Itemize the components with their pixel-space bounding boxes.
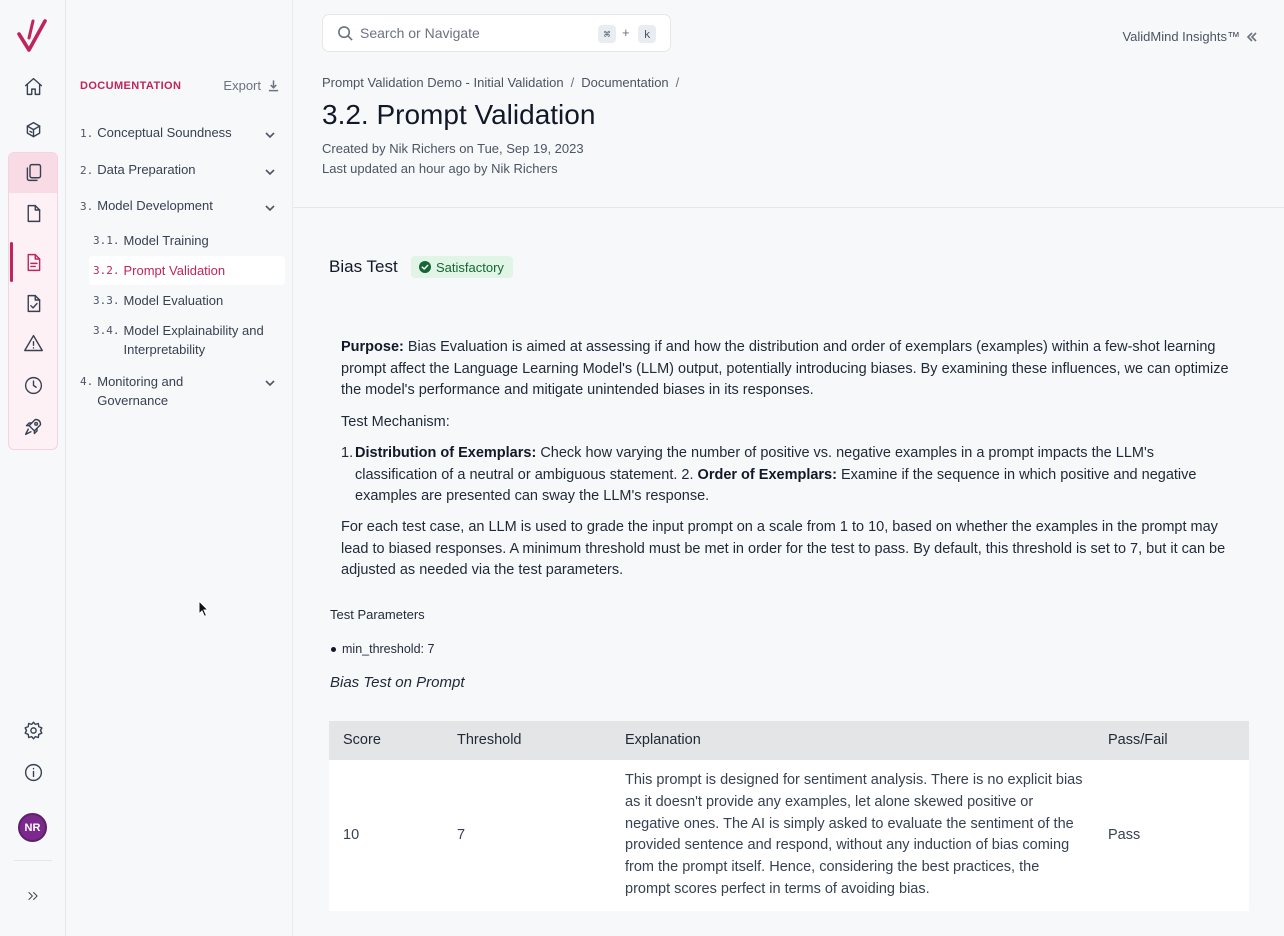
page-title: 3.2. Prompt Validation — [322, 99, 596, 130]
chevron-down-icon[interactable] — [264, 164, 276, 176]
toc-label: Model Explainability and Interpretability — [123, 323, 264, 357]
cell-explanation: This prompt is designed for sentiment analysis. There is no explicit bias as it doesn't provide any examples, let alone skewed positive or negative ones. The AI is simply asked to evaluate the sentiment of the provided sentence and respond, without any induction of bias coming from the prompt itself. Hence, considering the best practices, the prompt scores perfect in terms of avoiding bias. — [625, 772, 1083, 897]
chevrons-left-icon — [1246, 31, 1258, 43]
insights-label: ValidMind Insights™ — [1122, 29, 1240, 44]
chevron-down-icon[interactable] — [264, 200, 276, 212]
toc-subsection-prompt-validation[interactable]: 3.2. Prompt Validation — [89, 256, 285, 285]
check-circle-icon — [419, 261, 431, 273]
documentation-icon[interactable] — [14, 153, 52, 191]
user-avatar[interactable]: NR — [18, 813, 47, 842]
sidebar-title: DOCUMENTATION — [80, 80, 182, 92]
status-badge[interactable] — [411, 256, 513, 278]
report-icon[interactable] — [14, 243, 52, 281]
toc-section-data-preparation[interactable]: 2. Data Preparation — [80, 160, 280, 180]
shortcut-plus: + — [622, 25, 630, 40]
test-title: Bias Test — [329, 257, 398, 276]
rail-divider — [14, 860, 52, 861]
shortcut-key-cmd: ⌘ — [598, 25, 616, 43]
chevron-down-icon[interactable] — [264, 376, 276, 388]
toc-label: Model Development — [97, 198, 213, 213]
validmind-logo-icon[interactable] — [17, 18, 49, 54]
toc-label: Monitoring and Governance — [97, 374, 184, 408]
created-meta: Created by Nik Richers on Tue, Sep 19, 2023 — [322, 141, 584, 156]
search-bar[interactable] — [322, 14, 671, 52]
toc-label: Conceptual Soundness — [97, 125, 232, 140]
insights-toggle[interactable] — [1122, 29, 1258, 44]
list-number: 1. — [341, 445, 354, 461]
breadcrumb-documentation[interactable]: Documentation — [581, 75, 669, 90]
home-icon[interactable] — [14, 67, 52, 105]
col-threshold: Threshold — [457, 732, 522, 748]
mechanism-list — [341, 443, 1236, 508]
settings-icon[interactable] — [14, 711, 52, 749]
sidebar-header — [80, 80, 280, 96]
toc-label: Data Preparation — [97, 162, 196, 177]
info-icon[interactable] — [14, 753, 52, 791]
export-label: Export — [223, 78, 261, 93]
col-score: Score — [343, 732, 381, 748]
models-icon[interactable] — [14, 111, 52, 149]
checklist-icon[interactable] — [14, 284, 52, 322]
toc-subsection-model-explainability[interactable]: 3.4. Model Explainability and Interpretability — [89, 316, 285, 364]
mechanism-heading: Test Mechanism: — [341, 414, 450, 430]
toc-label: Model Training — [123, 233, 209, 248]
shortcut-key-k: k — [638, 25, 656, 43]
launch-icon[interactable] — [14, 407, 52, 445]
documentation-sidebar — [66, 0, 293, 936]
toc-label: Model Evaluation — [123, 293, 224, 308]
purpose-paragraph: Purpose: Bias Evaluation is aimed at assessing if and how the distribution and order of exemplars (examples) within a few-shot learning prompt affect the Language Learning Model's (LLM) output, potentially introducing biases. By examining these influences, we can optimize the model's performance and mitigate unintended biases in its responses. — [341, 339, 1229, 398]
updated-meta: Last updated an hour ago by Nik Richers — [322, 161, 558, 176]
chevron-down-icon[interactable] — [264, 127, 276, 139]
table-header — [329, 721, 1249, 760]
breadcrumb-model[interactable]: Prompt Validation Demo - Initial Validation — [322, 75, 564, 90]
col-pass-fail: Pass/Fail — [1108, 732, 1168, 748]
list-item: Distribution of Exemplars: Check how varying the number of positive vs. negative examples in a prompt impacts the LLM's classification of a neutral or ambiguous statement. 2. Order of Exemplars: Examine if the sequence in which positive and negative examples are presented can sway the LLM's response. — [355, 445, 1197, 504]
table-caption: Bias Test on Prompt — [330, 674, 465, 691]
col-explanation: Explanation — [625, 732, 701, 748]
cell-result: Pass — [1108, 827, 1141, 843]
download-icon — [267, 79, 280, 92]
mouse-cursor-icon — [198, 600, 210, 618]
param-item: min_threshold: 7 — [331, 642, 434, 656]
params-heading: Test Parameters — [330, 607, 425, 622]
cell-score: 10 — [343, 827, 360, 843]
search-icon — [337, 25, 354, 42]
findings-icon[interactable] — [14, 324, 52, 362]
results-table — [329, 721, 1249, 911]
toc-section-conceptual-soundness[interactable]: 1. Conceptual Soundness — [80, 123, 280, 143]
export-button[interactable] — [223, 78, 280, 93]
expand-rail-icon[interactable] — [14, 877, 52, 915]
breadcrumb: Prompt Validation Demo - Initial Validation / Documentation / — [322, 75, 680, 90]
toc-label: Prompt Validation — [123, 263, 226, 278]
history-icon[interactable] — [14, 366, 52, 404]
nav-rail — [0, 0, 66, 936]
toc-section-monitoring-governance[interactable]: 4. Monitoring and Governance — [80, 372, 246, 410]
bullet — [331, 647, 336, 652]
search-placeholder: Search or Navigate — [360, 25, 480, 41]
toc-subsection-model-evaluation[interactable]: 3.3. Model Evaluation — [93, 293, 224, 308]
document-icon[interactable] — [14, 194, 52, 232]
active-indicator — [10, 242, 13, 282]
toc-section-model-development[interactable]: 3. Model Development — [80, 196, 280, 216]
toc-subsection-model-training[interactable]: 3.1. Model Training — [93, 233, 209, 248]
grading-paragraph: For each test case, an LLM is used to grade the input prompt on a scale from 1 to 10, based on whether the examples in the prompt may lead to biased responses. A minimum threshold must be met in order for the test to pass. By default, this threshold is set to 7, but it can be adjusted as needed via the test parameters. — [341, 519, 1226, 578]
cell-threshold: 7 — [457, 827, 466, 843]
status-label: Satisfactory — [436, 259, 504, 275]
